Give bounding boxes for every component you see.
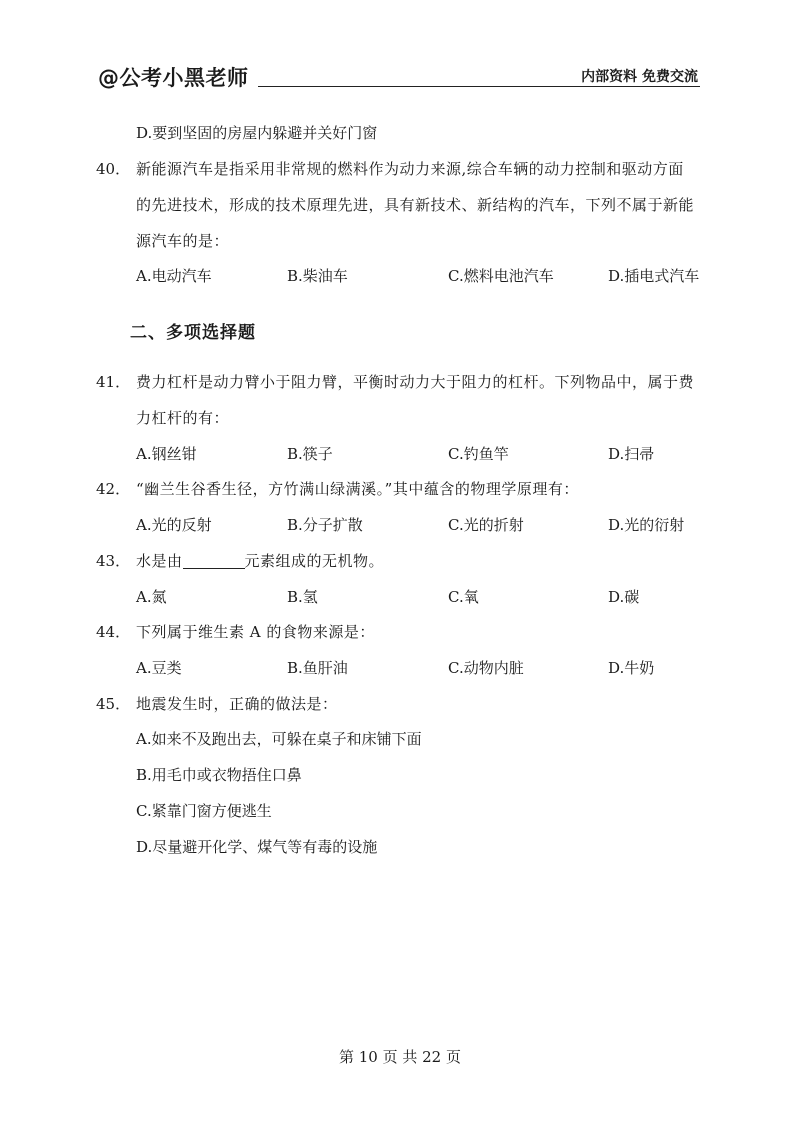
- question-text: [136, 550, 384, 571]
- option-b: B.氢: [287, 588, 318, 606]
- option-b: B.筷子: [287, 445, 333, 463]
- option-d: D.插电式汽车: [608, 267, 700, 285]
- header-title: @公考小黑老师: [98, 66, 249, 90]
- option-c: C.钓鱼竿: [448, 445, 509, 463]
- option-a: A.如来不及跑出去，可躲在桌子和床铺下面: [136, 730, 422, 748]
- option-c: C.光的折射: [448, 516, 524, 534]
- option-b: B.鱼肝油: [287, 659, 348, 677]
- option-c: C.动物内脏: [448, 659, 524, 677]
- option-d: D.光的衍射: [608, 516, 685, 534]
- option-c: C.氧: [448, 588, 479, 606]
- option-c: C.燃料电池汽车: [448, 267, 554, 285]
- page-number: 第 10 页 共 22 页: [338, 1048, 461, 1066]
- option-a: A.电动汽车: [136, 267, 212, 285]
- fill-in-blank: [183, 553, 245, 569]
- question-number: 45．: [96, 695, 131, 713]
- question-text-line: 力杠杆的有：: [136, 409, 230, 427]
- section-title: 二、多项选择题: [130, 323, 256, 343]
- question-text: “幽兰生谷香生径，方竹满山绿满溪。”其中蕴含的物理学原理有：: [136, 480, 579, 498]
- question-text-line: 源汽车的是：: [136, 232, 230, 250]
- option-d: D.牛奶: [608, 659, 655, 677]
- question-text: 地震发生时，正确的做法是：: [136, 695, 338, 713]
- prev-question-option-d: D.要到坚固的房屋内躲避并关好门窗: [136, 124, 378, 142]
- option-d: D.尽量避开化学、煤气等有毒的设施: [136, 838, 378, 856]
- option-a: A.钢丝钳: [136, 445, 197, 463]
- option-a: A.氮: [136, 588, 167, 606]
- question-number: 42．: [96, 480, 131, 498]
- question-text-line: 新能源汽车是指采用非常规的燃料作为动力来源,综合车辆的动力控制和驱动方面: [136, 160, 684, 178]
- option-c: C.紧靠门窗方便逃生: [136, 802, 272, 820]
- question-text-line: 的先进技术，形成的技术原理先进，具有新技术、新结构的汽车，下列不属于新能: [136, 196, 695, 214]
- option-b: B.分子扩散: [287, 516, 363, 534]
- header-note: 内部资料 免费交流: [581, 69, 698, 85]
- question-text-after: 元素组成的无机物。: [244, 552, 385, 570]
- question-number: 44．: [96, 623, 131, 641]
- question-number: 41．: [96, 373, 131, 391]
- option-b: B.用毛巾或衣物捂住口鼻: [136, 766, 302, 784]
- question-text-line: 费力杠杆是动力臂小于阻力臂，平衡时动力大于阻力的杠杆。下列物品中，属于费: [136, 373, 695, 391]
- option-b: B.柴油车: [287, 267, 348, 285]
- question-text-before: 水是由: [136, 552, 183, 570]
- option-d: D.扫帚: [608, 445, 655, 463]
- header-rule: [258, 86, 700, 87]
- question-number: 43．: [96, 552, 131, 570]
- question-text: 下列属于维生素 A 的食物来源是：: [136, 623, 375, 641]
- option-a: A.光的反射: [136, 516, 212, 534]
- option-a: A.豆类: [136, 659, 182, 677]
- question-number: 40．: [96, 160, 131, 178]
- option-d: D.碳: [608, 588, 640, 606]
